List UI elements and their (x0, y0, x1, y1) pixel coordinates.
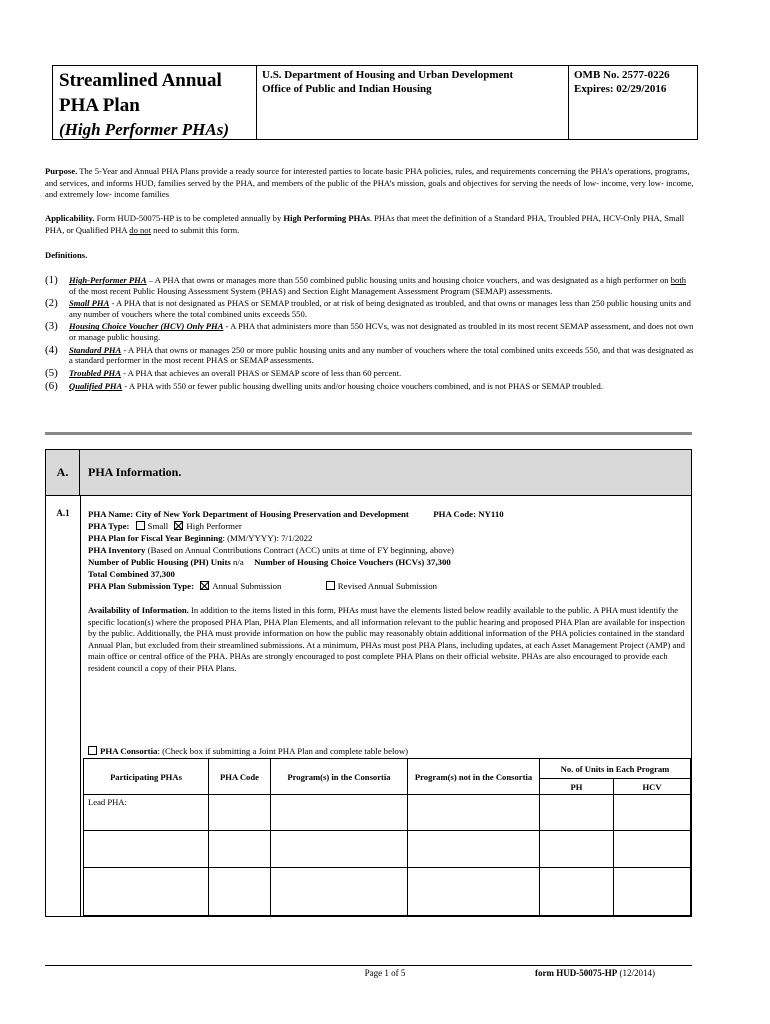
form-date: (12/2014) (617, 968, 655, 978)
hcv-label: Number of Housing Choice Vouchers (HCVs) (254, 557, 425, 567)
small-checkbox[interactable] (136, 521, 145, 530)
table-row (84, 868, 691, 916)
annual-submission-label: Annual Submission (212, 581, 282, 591)
high-performer-option-label: High Performer (186, 521, 242, 531)
table-cell[interactable] (408, 795, 540, 831)
form-identifier (535, 968, 655, 978)
hcv-value[interactable]: 37,300 (424, 557, 451, 567)
definition-item (45, 321, 695, 342)
table-cell[interactable] (614, 795, 691, 831)
small-option-label: Small (147, 521, 169, 531)
column-divider (80, 496, 81, 916)
fiscal-year-value[interactable]: : (MM/YYYY): 7/1/2022 (222, 533, 313, 543)
table-cell[interactable] (540, 795, 614, 831)
pha-name-label: PHA Name (88, 509, 131, 519)
definition-number: (3) (45, 320, 58, 333)
inventory-row (88, 544, 688, 556)
table-cell[interactable] (84, 868, 209, 916)
inventory-note: (Based on Annual Contributions Contract (ACC) units at time of FY beginning, above) (145, 545, 454, 555)
table-cell[interactable] (540, 868, 614, 916)
table-cell[interactable] (408, 868, 540, 916)
definition-text: - A PHA that is not designated as PHAS or SEMAP troubled, or at risk of being designated as troubled, and that owns or manages less than 250 public housing units and any number of vouchers where the total combined units exceeds 550. (69, 298, 691, 319)
form-title-line3: (High Performer PHAs) (59, 120, 229, 139)
availability-text: In addition to the items listed in this form, PHAs must have the elements listed below readily available to the public. A PHA must identify the specific location(s) where the proposed PHA Plan, PHA Plan Elements, and all information relevant to the public hearing and proposed PHA Plan are available for inspection by the public. Additionally, the PHA must provide information on how the public may reasonably obtain additional information of the PHA policies contained in the standard Annual Plan, but excluded from their streamlined submissions. At a minimum, PHAs must post PHA Plans, including updates, at each Asset Management Project (AMP) and main office or central office of the PHA. PHAs are strongly encouraged to post complete PHA Plans on their official website. PHAs are also encouraged to provide each resident council a copy of their PHA Plans. (88, 605, 685, 673)
table-cell[interactable] (271, 795, 408, 831)
total-combined-row (88, 568, 688, 580)
definition-term: Housing Choice Voucher (HCV) Only PHA (69, 321, 224, 332)
definition-number: (1) (45, 274, 58, 286)
form-title-cell (53, 66, 257, 139)
availability-label: Availability of Information. (88, 605, 189, 615)
fiscal-year-row (88, 532, 688, 544)
department-cell (257, 66, 569, 139)
section-a-label: A. (46, 450, 80, 495)
consortia-checkbox[interactable] (88, 746, 97, 755)
pha-name-row (88, 508, 688, 520)
col-ph: PH (540, 779, 614, 795)
purpose-label: Purpose. (45, 166, 78, 176)
pha-code-label: PHA Code (433, 509, 474, 519)
form-title-line2: PHA Plan (59, 95, 140, 116)
table-cell[interactable] (271, 868, 408, 916)
col-units-per-program: No. of Units in Each Program (540, 759, 691, 779)
ph-units-label: Number of Public Housing (PH) Units (88, 557, 231, 567)
col-pha-code: PHA Code (209, 759, 271, 795)
definition-number: (6) (45, 379, 58, 392)
definitions-list (45, 275, 695, 394)
form-title-line1: Streamlined Annual (59, 70, 222, 91)
table-cell[interactable] (84, 831, 209, 868)
applicability-text: Form HUD-50075-HP is to be completed annually by (94, 213, 284, 223)
definition-term: Small PHA (69, 298, 110, 309)
subsection-a1-label: A.1 (56, 508, 70, 518)
expiration-date: Expires: 02/29/2016 (574, 83, 667, 95)
definition-term: Standard PHA (69, 344, 122, 355)
ph-units-value[interactable]: n/a (230, 557, 244, 567)
definitions-heading: Definitions. (45, 250, 88, 260)
inventory-label: PHA Inventory (88, 545, 146, 555)
definition-item (45, 368, 695, 379)
definition-text: – A PHA that owns or manages more than 550 combined public housing units and housing choice vouchers, and was designated as a high performer on (146, 275, 671, 285)
definition-item (45, 298, 695, 319)
total-combined-label: Total Combined (88, 569, 149, 579)
definition-text: - A PHA that administers more than 550 HCVs, was not designated as troubled in its most recent SEMAP assessment, and does not own or manage public housing. (69, 321, 694, 342)
pha-type-label: PHA Type: (88, 521, 130, 531)
col-programs-in-consortia: Program(s) in the Consortia (271, 759, 408, 795)
submission-type-row (88, 580, 688, 592)
section-a (45, 449, 692, 917)
footer-rule (45, 965, 692, 966)
purpose-paragraph (45, 166, 695, 201)
section-a-title: PHA Information. (88, 465, 182, 479)
table-cell[interactable] (271, 831, 408, 868)
col-participating-phas: Participating PHAs (84, 759, 209, 795)
total-combined-value[interactable]: 37,300 (148, 569, 175, 579)
consortia-row (88, 746, 688, 756)
table-cell[interactable] (408, 831, 540, 868)
table-cell[interactable] (209, 831, 271, 868)
units-row (88, 556, 688, 568)
definition-text: - A PHA that owns or manages 250 or more public housing units and any number of vouchers where the total combined units exceeds 550, and that was designated as a standard performer in the most recent PHAS or SEMAP assessments. (69, 344, 694, 366)
form-header (52, 65, 698, 140)
fiscal-year-label: PHA Plan for Fiscal Year Beginning (88, 533, 223, 543)
table-cell[interactable] (209, 868, 271, 916)
definition-text-2: of the most recent Public Housing Assessment System (PHAS) and Section Eight Management Assessment Program (SEMAP) assessments. (69, 285, 553, 296)
annual-submission-checkbox[interactable] (200, 581, 209, 590)
applicability-paragraph (45, 213, 695, 236)
revised-submission-checkbox[interactable] (326, 581, 335, 590)
pha-type-row (88, 520, 688, 532)
section-a-header (46, 450, 691, 496)
applicability-underline: do not (129, 224, 151, 235)
definition-number: (2) (45, 297, 58, 310)
form-id-text: form HUD-50075-HP (535, 968, 618, 978)
page-number: Page 1 of 5 (364, 968, 406, 978)
purpose-text: The 5-Year and Annual PHA Plans provide a ready source for interested parties to locate basic PHA policies, rules, and requirements concerning the PHA’s operations, programs, and services, and informs HUD, families served by the PHA, and members of the public of the PHA’s mission, goals and objectives for serving the needs of low- income, very low- income, and extremely low- income families (45, 166, 694, 199)
consortia-note: : (Check box if submitting a Joint PHA Plan and complete table below) (157, 746, 409, 756)
section-divider (45, 432, 692, 435)
revised-submission-label: Revised Annual Submission (337, 581, 438, 591)
definition-item (45, 275, 695, 296)
definition-number: (4) (45, 343, 58, 356)
col-programs-not-in-consortia: Program(s) not in the Consortia (408, 759, 540, 795)
definition-text: - A PHA with 550 or fewer public housing dwelling units and/or housing choice vouchers combined, and is not PHAS or SEMAP troubled. (122, 380, 603, 391)
definition-item (45, 381, 695, 392)
pha-information-block (88, 508, 688, 592)
omb-number: OMB No. 2577-0226 (574, 69, 670, 81)
omb-cell (569, 66, 697, 139)
lead-pha-cell[interactable]: Lead PHA: (84, 795, 209, 831)
applicability-text-2: . PHAs that meet the definition of a Standard PHA, Troubled PHA, HCV-Only PHA, Small PHA, or Qualified PHA (45, 213, 685, 235)
col-hcv: HCV (614, 779, 691, 795)
table-row (84, 795, 691, 831)
applicability-text-3: need to submit this form. (151, 224, 240, 235)
applicability-label: Applicability. (45, 213, 95, 223)
pha-name-value[interactable]: : City of New York Department of Housing Preservation and Development (130, 509, 409, 519)
consortia-table (83, 758, 691, 916)
definition-underline: both (670, 275, 686, 285)
pha-code-value[interactable]: : NY110 (473, 509, 504, 519)
availability-paragraph (88, 605, 688, 675)
table-cell[interactable] (540, 831, 614, 868)
applicability-bold: High Performing PHAs (283, 213, 370, 223)
definition-text: - A PHA that achieves an overall PHAS or SEMAP score of less than 60 percent. (120, 367, 402, 378)
definition-term: Troubled PHA (69, 367, 121, 378)
definition-item (45, 345, 695, 366)
consortia-label: PHA Consortia (100, 746, 158, 756)
submission-type-label: PHA Plan Submission Type: (88, 581, 195, 591)
table-cell[interactable] (209, 795, 271, 831)
table-row (84, 831, 691, 868)
high-performer-checkbox[interactable] (174, 521, 183, 530)
department-name: U.S. Department of Housing and Urban Development (262, 69, 514, 81)
table-cell[interactable] (614, 831, 691, 868)
definition-term: Qualified PHA (69, 380, 123, 391)
office-name: Office of Public and Indian Housing (262, 83, 432, 95)
definition-term: High-Performer PHA (69, 275, 147, 285)
definition-number: (5) (45, 366, 58, 379)
table-cell[interactable] (614, 868, 691, 916)
